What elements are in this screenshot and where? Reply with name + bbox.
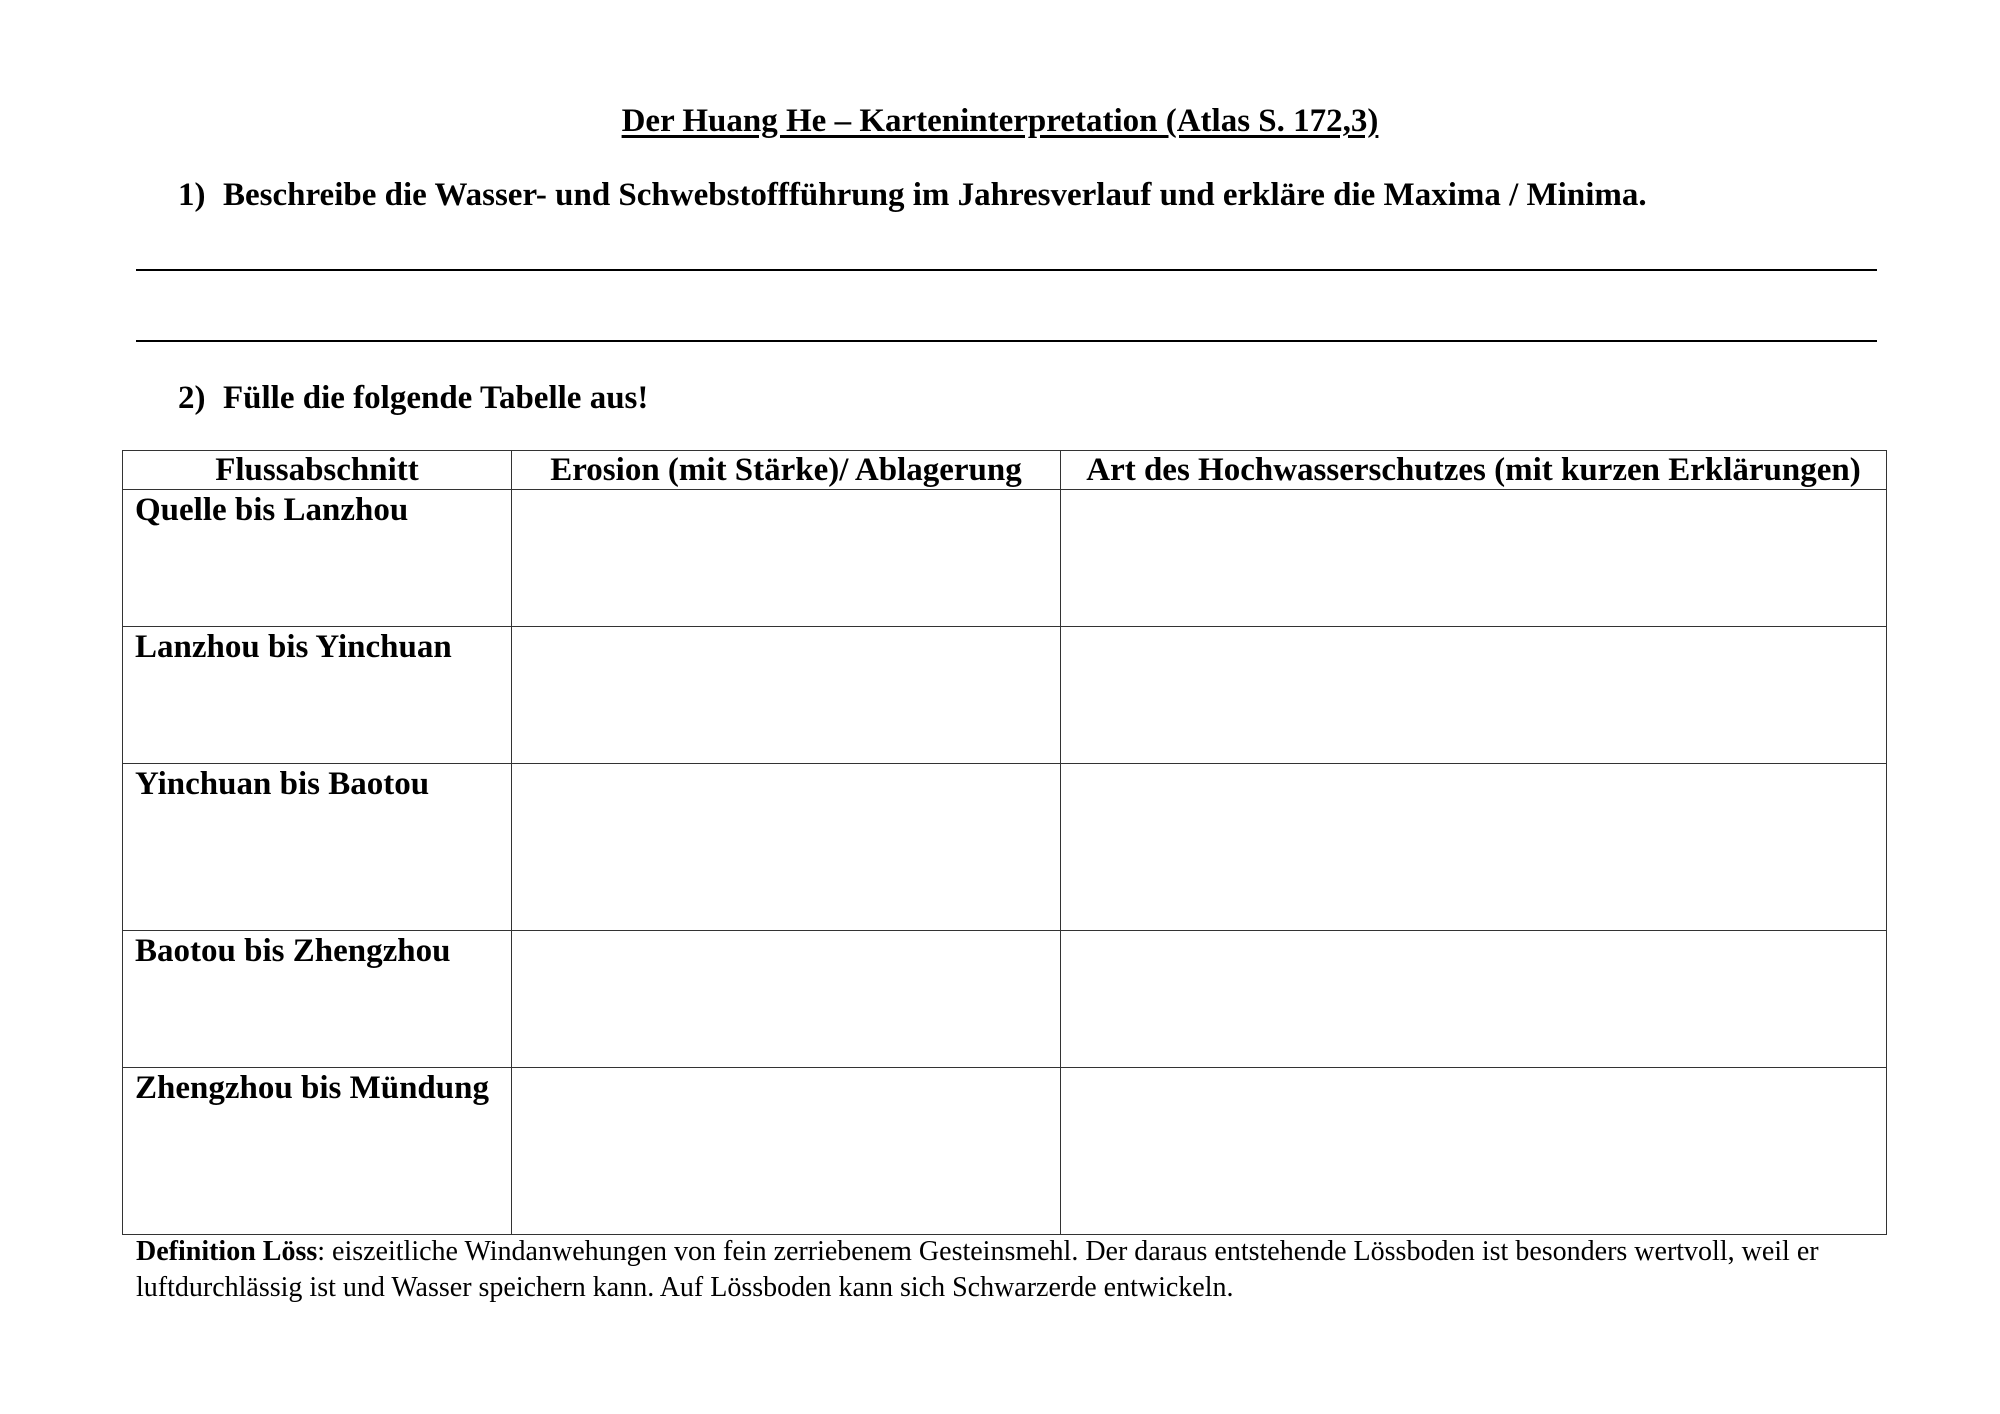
table-row <box>123 627 1887 764</box>
table-row <box>123 931 1887 1068</box>
table-row <box>123 764 1887 931</box>
protection-cell[interactable] <box>1061 1068 1887 1235</box>
header-hochwasserschutz: Art des Hochwasserschutzes (mit kurzen Erklärungen) <box>1061 451 1887 490</box>
erosion-cell[interactable] <box>512 931 1061 1068</box>
section-name-cell: Yinchuan bis Baotou <box>123 764 512 931</box>
header-flussabschnitt: Flussabschnitt <box>123 451 512 490</box>
header-erosion: Erosion (mit Stärke)/ Ablagerung <box>512 451 1061 490</box>
table-row <box>123 1068 1887 1235</box>
section-name-cell: Lanzhou bis Yinchuan <box>123 627 512 764</box>
task-2-number: 2) <box>178 380 206 416</box>
page-title: Der Huang He – Karteninterpretation (Atlas S. 172,3) <box>621 103 1379 139</box>
definition-text: : eiszeitliche Windanwehungen von fein zerriebenem Gesteinsmehl. Der daraus entstehende Lössboden ist besonders wertvoll, weil er luftdurchlässig ist und Wasser speichern kann. Auf Lössboden kann sich Schwarzerde entwickeln. <box>136 1236 1819 1303</box>
definition-loess <box>136 1234 1881 1306</box>
task-1-text: Beschreibe die Wasser- und Schwebstoffführung im Jahresverlauf und erkläre die Maxima / Minima. <box>223 177 1647 213</box>
section-name-cell: Baotou bis Zhengzhou <box>123 931 512 1068</box>
erosion-cell[interactable] <box>512 764 1061 931</box>
river-sections-table <box>122 450 1887 1235</box>
protection-cell[interactable] <box>1061 931 1887 1068</box>
table-header-row <box>123 451 1887 490</box>
protection-cell[interactable] <box>1061 627 1887 764</box>
erosion-cell[interactable] <box>512 627 1061 764</box>
answer-line-2[interactable] <box>136 340 1877 342</box>
section-name-cell: Quelle bis Lanzhou <box>123 490 512 627</box>
task-1-number: 1) <box>178 177 206 213</box>
erosion-cell[interactable] <box>512 1068 1061 1235</box>
task-2-text: Fülle die folgende Tabelle aus! <box>223 380 649 416</box>
erosion-cell[interactable] <box>512 490 1061 627</box>
definition-term: Definition Löss <box>136 1236 318 1267</box>
table-row <box>123 490 1887 627</box>
protection-cell[interactable] <box>1061 490 1887 627</box>
protection-cell[interactable] <box>1061 764 1887 931</box>
task-1 <box>178 175 1647 215</box>
task-2 <box>178 378 648 418</box>
answer-line-1[interactable] <box>136 269 1877 271</box>
section-name-cell: Zhengzhou bis Mündung <box>123 1068 512 1235</box>
